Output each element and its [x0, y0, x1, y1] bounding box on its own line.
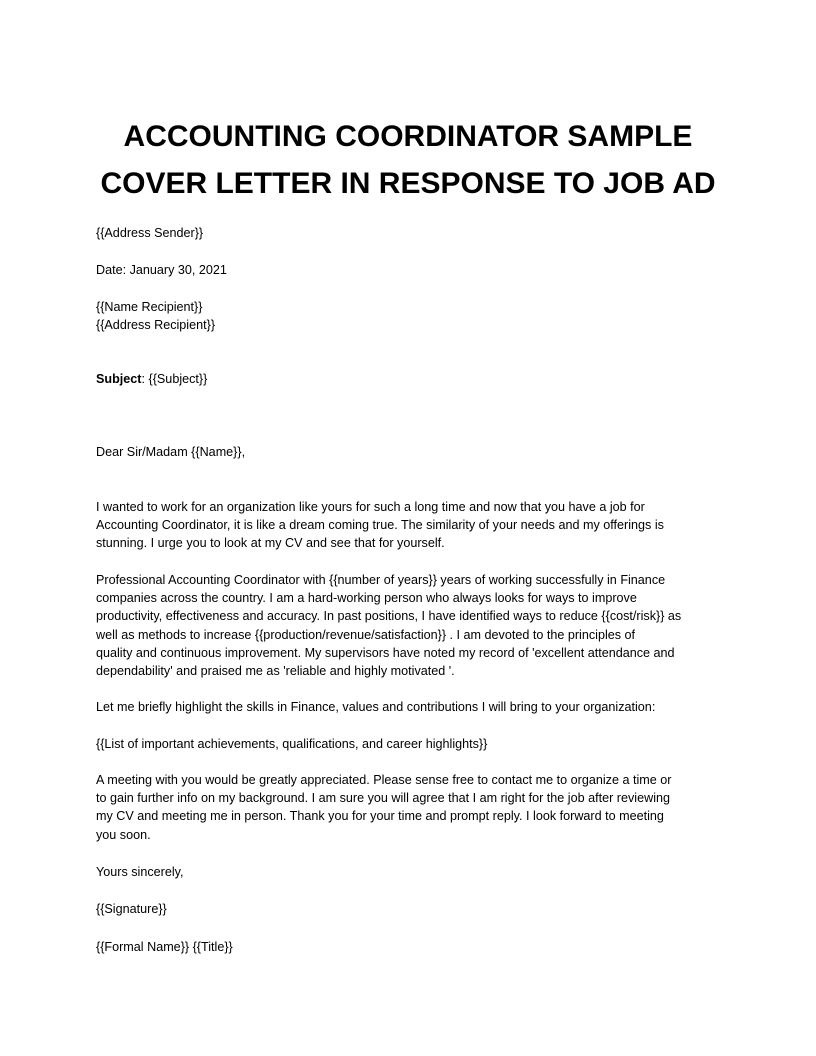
address-sender: {{Address Sender}}: [96, 226, 204, 240]
closing: Yours sincerely,: [96, 865, 184, 879]
letter-date: Date: January 30, 2021: [96, 263, 227, 277]
paragraph-5-line: you soon.: [96, 827, 151, 842]
paragraph-2: [96, 571, 722, 680]
paragraph-5-line: A meeting with you would be greatly appreciated. Please sense free to contact me to organize a time or: [96, 773, 672, 787]
document-title: [60, 113, 756, 207]
paragraph-2-line: Professional Accounting Coordinator with {{number of years}} years of working successfully in Finance: [96, 573, 666, 587]
name-recipient: {{Name Recipient}}: [96, 300, 203, 314]
paragraph-5: [96, 771, 722, 844]
paragraph-1: [96, 498, 722, 553]
signature: {{Signature}}: [96, 902, 167, 916]
paragraph-2-line: companies across the country. I am a hard-working person who always looks for ways to improve: [96, 591, 637, 606]
paragraph-4: {{List of important achievements, qualifications, and career highlights}}: [96, 737, 488, 751]
paragraph-3: Let me briefly highlight the skills in Finance, values and contributions I will bring to your organization:: [96, 700, 656, 714]
paragraph-1-line: stunning. I urge you to look at my CV and see that for yourself.: [96, 536, 445, 551]
subject-label: Subject: [96, 372, 142, 386]
paragraph-2-line: dependability' and praised me as 'reliable and highly motivated '.: [96, 664, 455, 679]
paragraph-2-line: quality and continuous improvement. My supervisors have noted my record of 'excellent attendance and: [96, 645, 675, 660]
subject-value: : {{Subject}}: [141, 372, 208, 386]
paragraph-1-line: I wanted to work for an organization like yours for such a long time and now that you have a job for: [96, 500, 645, 514]
paragraph-5-line: to gain further info on my background. I am sure you will agree that I am right for the job after reviewing: [96, 791, 671, 806]
paragraph-2-line: productivity, effectiveness and accuracy. In past positions, I have identified ways to reduce {{cost/risk}} as: [96, 609, 682, 624]
title-line-1: ACCOUNTING COORDINATOR SAMPLE: [123, 120, 693, 153]
address-recipient: {{Address Recipient}}: [96, 318, 216, 332]
formal-name-title: {{Formal Name}} {{Title}}: [96, 940, 233, 954]
paragraph-5-line: my CV and meeting me in person. Thank you for your time and prompt reply. I look forward to meeting: [96, 809, 664, 824]
subject-line: [96, 370, 726, 388]
salutation: Dear Sir/Madam {{Name}},: [96, 445, 246, 459]
paragraph-1-line: Accounting Coordinator, it is like a dream coming true. The similarity of your needs and my offerings is: [96, 518, 664, 533]
title-line-2: COVER LETTER IN RESPONSE TO JOB AD: [100, 167, 716, 200]
paragraph-2-line: well as methods to increase {{production/revenue/satisfaction}} . I am devoted to the principles of: [96, 627, 636, 642]
